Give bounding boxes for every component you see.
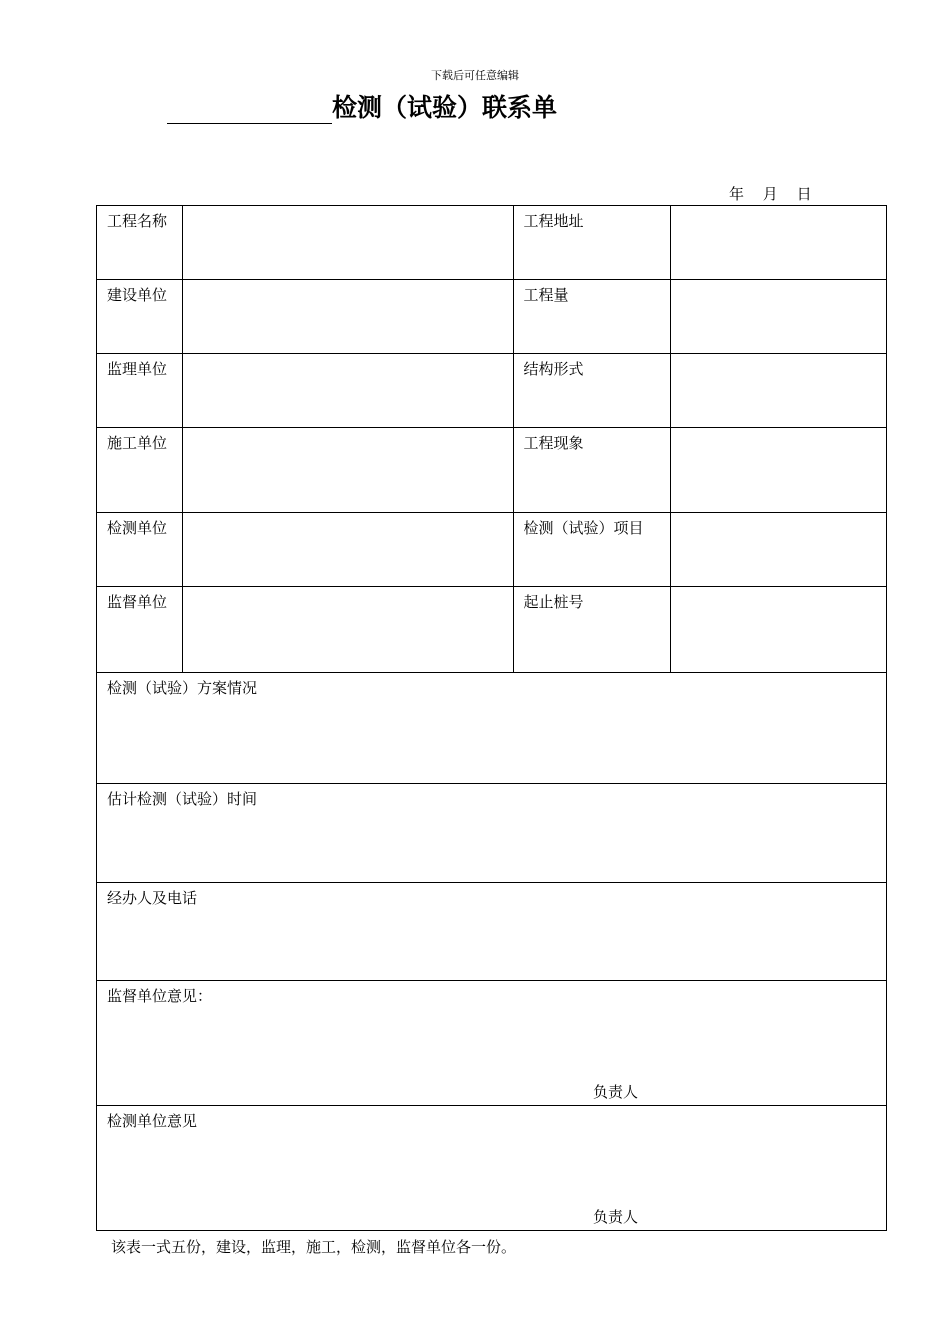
- project-name-field[interactable]: [183, 206, 513, 280]
- estimated-time-label: 估计检测（试验）时间: [107, 790, 258, 808]
- download-note: 下载后可任意编辑: [431, 69, 519, 82]
- table-row: [97, 428, 887, 513]
- stake-range-field[interactable]: [670, 587, 886, 673]
- table-row: [97, 587, 887, 673]
- footnote: 该表一式五份，建设，监理，施工，检测，监督单位各一份。: [111, 1238, 517, 1256]
- testing-unit-field[interactable]: [183, 513, 513, 587]
- supervisor-unit-label: 监理单位: [97, 354, 183, 428]
- project-name-label: 工程名称: [97, 206, 183, 280]
- contact-form-table: [96, 205, 887, 1231]
- testing-opinion-field[interactable]: [97, 1106, 887, 1231]
- supervisor-unit-field[interactable]: [183, 354, 513, 428]
- table-row: [97, 981, 887, 1106]
- project-address-field[interactable]: [670, 206, 886, 280]
- supervision-opinion-label: 监督单位意见：: [107, 987, 213, 1005]
- date-day-label: 日: [796, 185, 812, 203]
- table-row: [97, 784, 887, 883]
- supervision-opinion-field[interactable]: [97, 981, 887, 1106]
- estimated-time-field[interactable]: [97, 784, 887, 883]
- title-blank-line[interactable]: [167, 93, 332, 124]
- table-row: [97, 1106, 887, 1231]
- date-month-label: 月: [762, 185, 778, 203]
- quantity-field[interactable]: [670, 280, 886, 354]
- testing-unit-label: 检测单位: [97, 513, 183, 587]
- test-plan-label: 检测（试验）方案情况: [107, 679, 258, 697]
- construction-unit-field[interactable]: [183, 280, 513, 354]
- testing-item-label: 检测（试验）项目: [513, 513, 670, 587]
- stake-range-label: 起止桩号: [513, 587, 670, 673]
- structure-form-label: 结构形式: [513, 354, 670, 428]
- testing-signer-label: 负责人: [593, 1208, 639, 1226]
- quantity-label: 工程量: [513, 280, 670, 354]
- table-row: [97, 280, 887, 354]
- table-row: [97, 354, 887, 428]
- date-line: [729, 183, 826, 204]
- table-row: [97, 513, 887, 587]
- project-address-label: 工程地址: [513, 206, 670, 280]
- testing-opinion-label: 检测单位意见: [107, 1112, 198, 1130]
- test-plan-field[interactable]: [97, 673, 887, 784]
- table-row: [97, 673, 887, 784]
- supervision-signer-label: 负责人: [593, 1083, 639, 1101]
- oversight-unit-label: 监督单位: [97, 587, 183, 673]
- handler-contact-label: 经办人及电话: [107, 889, 198, 907]
- contractor-unit-field[interactable]: [183, 428, 513, 513]
- table-row: [97, 206, 887, 280]
- contractor-unit-label: 施工单位: [97, 428, 183, 513]
- oversight-unit-field[interactable]: [183, 587, 513, 673]
- page-title: 检测（试验）联系单: [332, 93, 558, 122]
- project-phenomenon-label: 工程现象: [513, 428, 670, 513]
- structure-form-field[interactable]: [670, 354, 886, 428]
- table-row: [97, 883, 887, 981]
- testing-item-field[interactable]: [670, 513, 886, 587]
- construction-unit-label: 建设单位: [97, 280, 183, 354]
- title-block: [167, 88, 557, 124]
- project-phenomenon-field[interactable]: [670, 428, 886, 513]
- handler-contact-field[interactable]: [97, 883, 887, 981]
- date-year-label: 年: [729, 185, 745, 203]
